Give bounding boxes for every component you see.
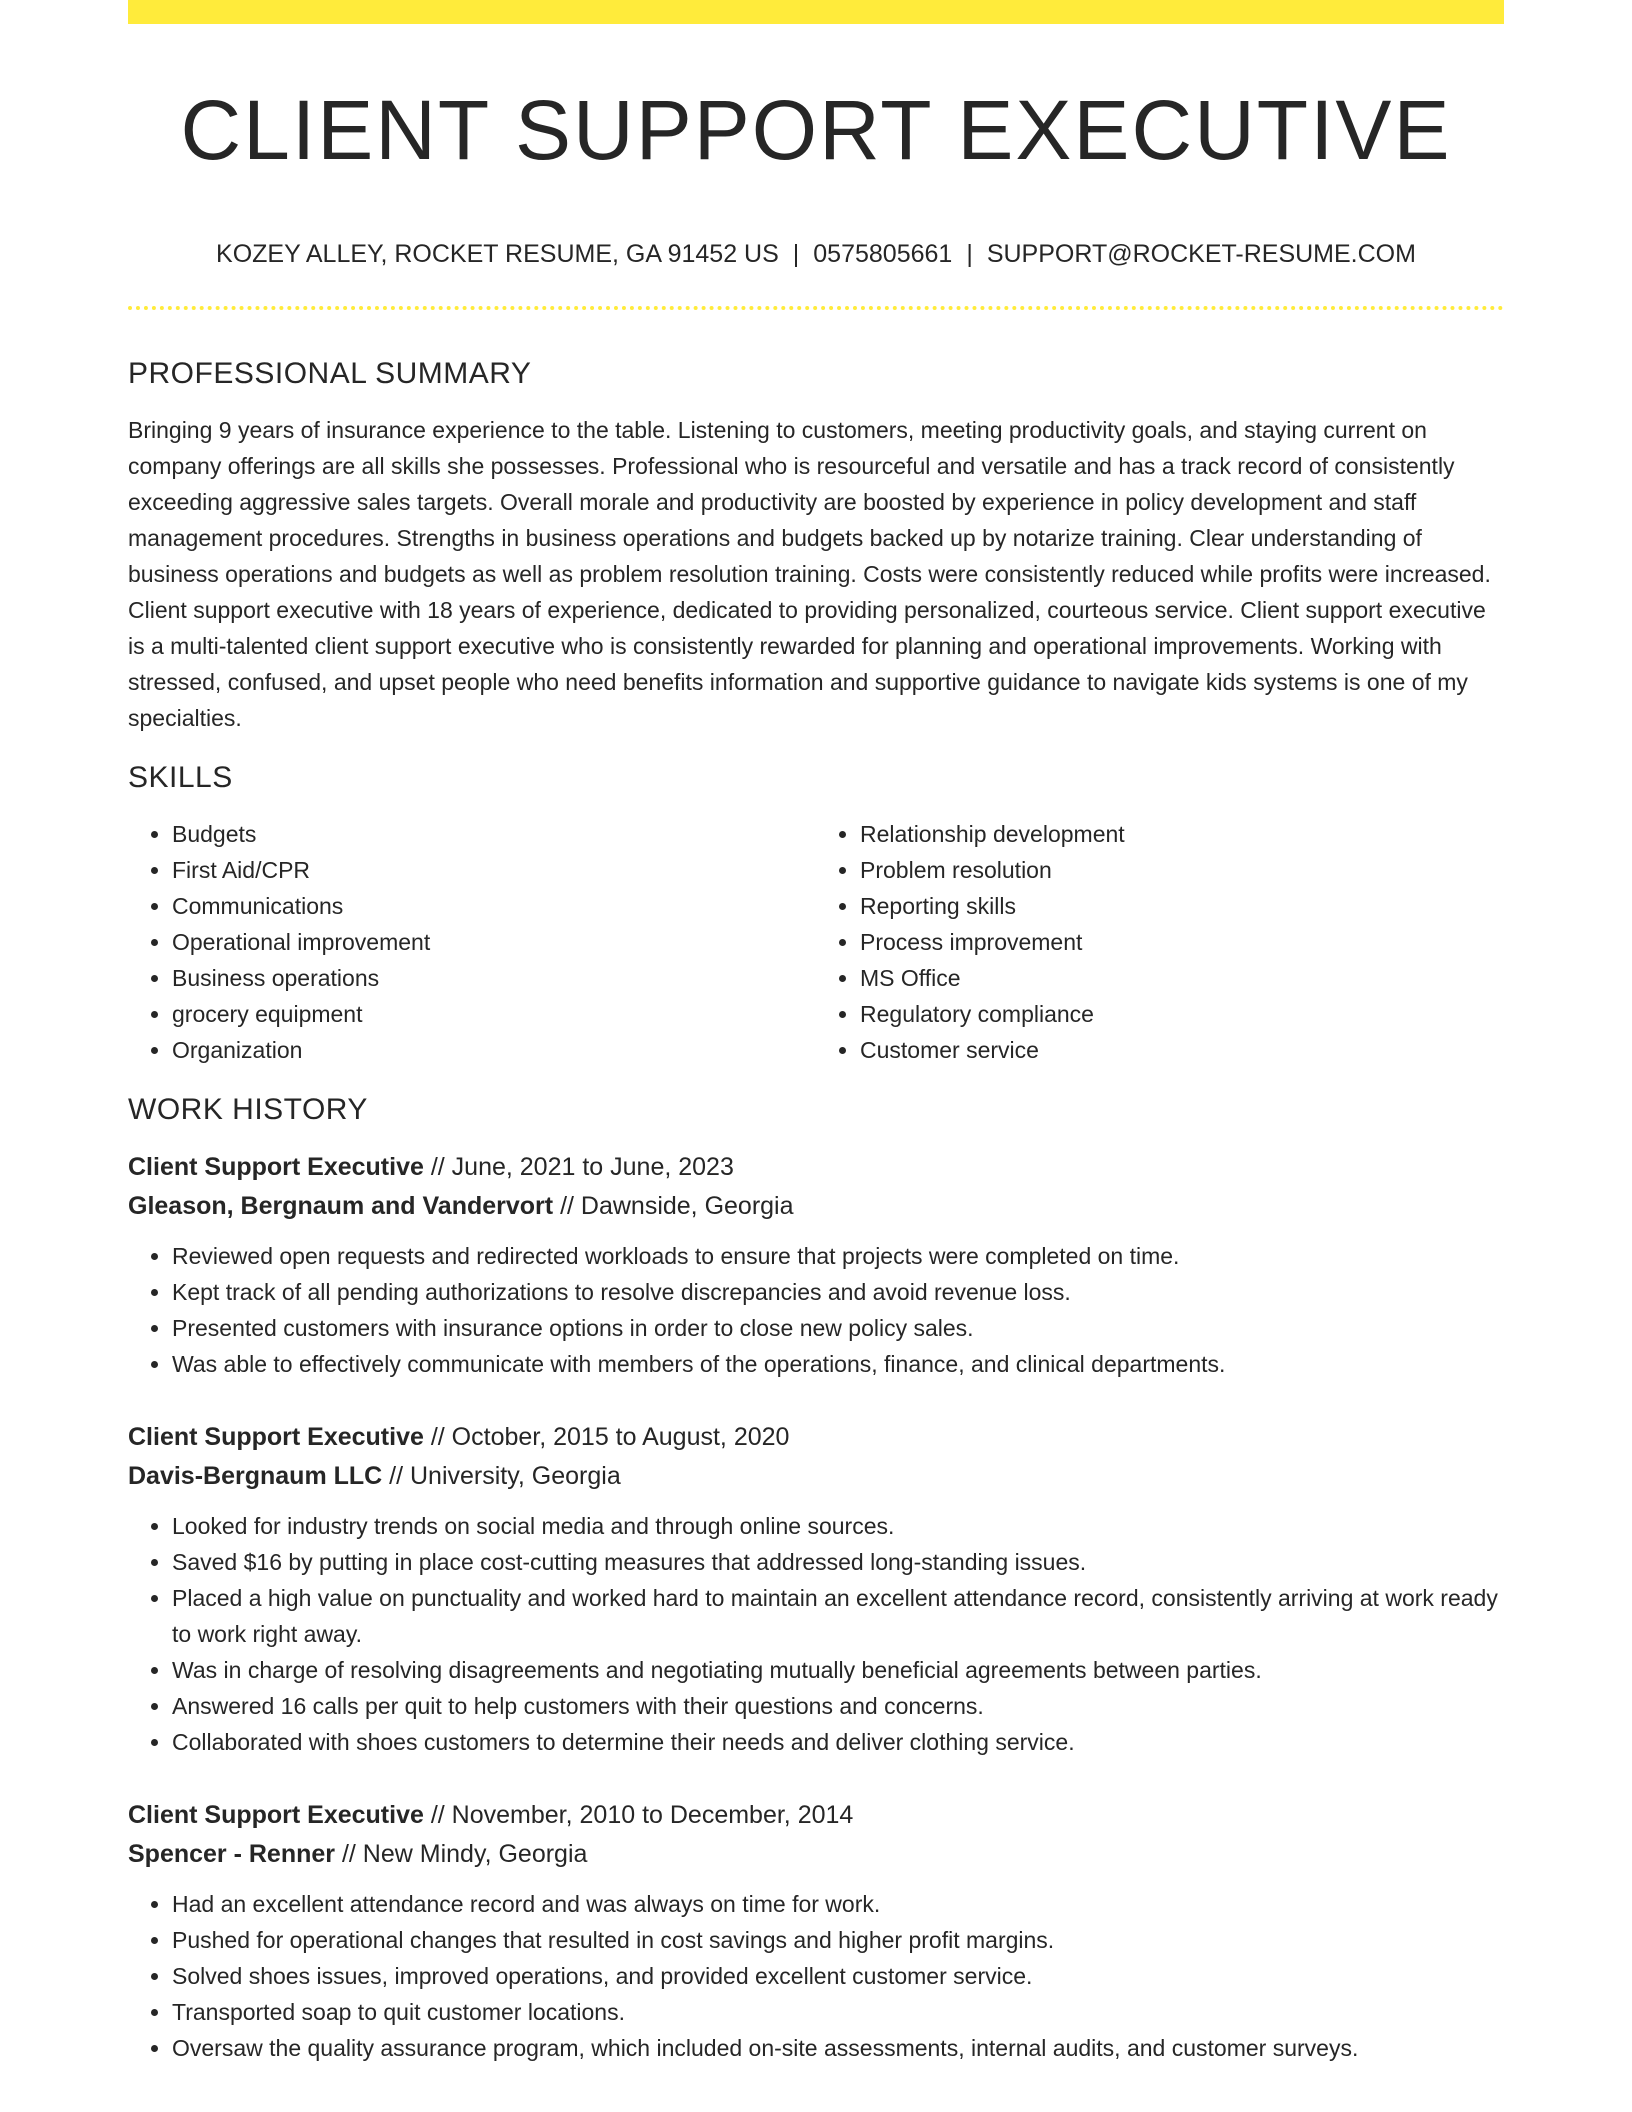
job-bullet: • Was able to effectively communicate with members of the operations, finance, and clinical departments. (172, 1346, 1504, 1382)
job-entry (128, 1148, 1504, 1382)
skill-item: • Budgets (172, 816, 816, 852)
skills-columns (128, 816, 1504, 1068)
job-bullets (128, 1886, 1504, 2066)
summary-text: Bringing 9 years of insurance experience to the table. Listening to customers, meeting productivity goals, and staying current on company offerings are all skills she possesses. Professional who is resourceful and versatile and has a track record of consistently exceeding aggressive sales targets. Overall morale and productivity are boosted by experience in policy development and staff management procedures. Strengths in business operations and budgets backed up by notarize training. Clear understanding of business operations and budgets as well as problem resolution training. Costs were consistently reduced while profits were increased. Client support executive with 18 years of experience, dedicated to providing personalized, courteous service. Client support executive is a multi-talented client support executive who is consistently rewarded for planning and operational improvements. Working with stressed, confused, and upset people who need benefits information and supportive guidance to navigate kids systems is one of my specialties. (128, 417, 1491, 731)
phone-text: 0575805661 (813, 240, 953, 268)
skill-item: • Organization (172, 1032, 816, 1068)
skill-item: • Business operations (172, 960, 816, 996)
job-location: // New Mindy, Georgia (335, 1840, 588, 1868)
job-bullets (128, 1508, 1504, 1760)
job-company: Gleason, Bergnaum and Vandervort (128, 1192, 554, 1220)
job-entry (128, 1418, 1504, 1760)
job-bullet: • Had an excellent attendance record and was always on time for work. (172, 1886, 1504, 1922)
job-title-line (128, 1796, 1504, 1835)
job-bullet: • Collaborated with shoes customers to determine their needs and deliver clothing service. (172, 1724, 1504, 1760)
job-location: // University, Georgia (382, 1462, 621, 1490)
job-bullet: • Looked for industry trends on social media and through online sources. (172, 1508, 1504, 1544)
job-title: Client Support Executive (128, 1153, 424, 1181)
job-bullet: • Placed a high value on punctuality and worked hard to maintain an excellent attendance record, consistently arriving at work ready to work right away. (172, 1580, 1504, 1652)
skill-item: • MS Office (860, 960, 1504, 996)
skills-section (128, 758, 1504, 1068)
skill-item: • Regulatory compliance (860, 996, 1504, 1032)
job-bullets (128, 1238, 1504, 1382)
job-company-line (128, 1835, 1504, 1874)
job-bullet: • Transported soap to quit customer locations. (172, 1994, 1504, 2030)
job-dates: // October, 2015 to August, 2020 (423, 1423, 790, 1451)
job-title-line (128, 1148, 1504, 1187)
skill-item: • Relationship development (860, 816, 1504, 852)
contact-line (128, 236, 1504, 272)
job-bullet: • Kept track of all pending authorizations to resolve discrepancies and avoid revenue loss. (172, 1274, 1504, 1310)
summary-heading: PROFESSIONAL SUMMARY (128, 357, 532, 390)
job-dates: // November, 2010 to December, 2014 (423, 1801, 854, 1829)
summary-section (128, 354, 1504, 736)
job-bullet: • Reviewed open requests and redirected workloads to ensure that projects were completed on time. (172, 1238, 1504, 1274)
skill-item: • grocery equipment (172, 996, 816, 1032)
top-accent-bar (128, 0, 1504, 24)
skill-item: • Communications (172, 888, 816, 924)
skills-list-right (816, 816, 1504, 1068)
job-company: Davis-Bergnaum LLC (128, 1462, 383, 1490)
job-location: // Dawnside, Georgia (553, 1192, 794, 1220)
job-bullet: • Was in charge of resolving disagreements and negotiating mutually beneficial agreements between parties. (172, 1652, 1504, 1688)
skill-item: • Customer service (860, 1032, 1504, 1068)
job-company-line (128, 1457, 1504, 1496)
job-title: Client Support Executive (128, 1801, 424, 1829)
job-entry (128, 1796, 1504, 2066)
job-company-line (128, 1187, 1504, 1226)
job-title-line (128, 1418, 1504, 1457)
resume-title: CLIENT SUPPORT EXECUTIVE (180, 83, 1452, 177)
skill-item: • First Aid/CPR (172, 852, 816, 888)
work-history-heading: WORK HISTORY (128, 1093, 368, 1126)
contact-separator: | (966, 240, 973, 268)
contact-separator: | (792, 240, 800, 268)
skill-item: • Problem resolution (860, 852, 1504, 888)
job-bullet: • Pushed for operational changes that resulted in cost savings and higher profit margins. (172, 1922, 1504, 1958)
skills-list-left (128, 816, 816, 1068)
resume-body (128, 354, 1504, 2066)
job-bullet: • Oversaw the quality assurance program, which included on-site assessments, internal audits, and customer surveys. (172, 2030, 1504, 2066)
dotted-divider (128, 306, 1504, 310)
skill-item: • Process improvement (860, 924, 1504, 960)
work-history-section (128, 1090, 1504, 2066)
skill-item: • Reporting skills (860, 888, 1504, 924)
job-bullet: • Presented customers with insurance options in order to close new policy sales. (172, 1310, 1504, 1346)
job-bullet: • Solved shoes issues, improved operations, and provided excellent customer service. (172, 1958, 1504, 1994)
job-company: Spencer - Renner (128, 1840, 336, 1868)
job-dates: // June, 2021 to June, 2023 (423, 1153, 734, 1181)
skills-heading: SKILLS (128, 761, 233, 794)
job-bullet: • Answered 16 calls per quit to help customers with their questions and concerns. (172, 1688, 1504, 1724)
skill-item: • Operational improvement (172, 924, 816, 960)
job-title: Client Support Executive (128, 1423, 424, 1451)
email-text: SUPPORT@ROCKET-RESUME.COM (986, 240, 1416, 268)
address-text: KOZEY ALLEY, ROCKET RESUME, GA 91452 US (216, 240, 779, 268)
job-bullet: • Saved $16 by putting in place cost-cutting measures that addressed long-standing issues. (172, 1544, 1504, 1580)
